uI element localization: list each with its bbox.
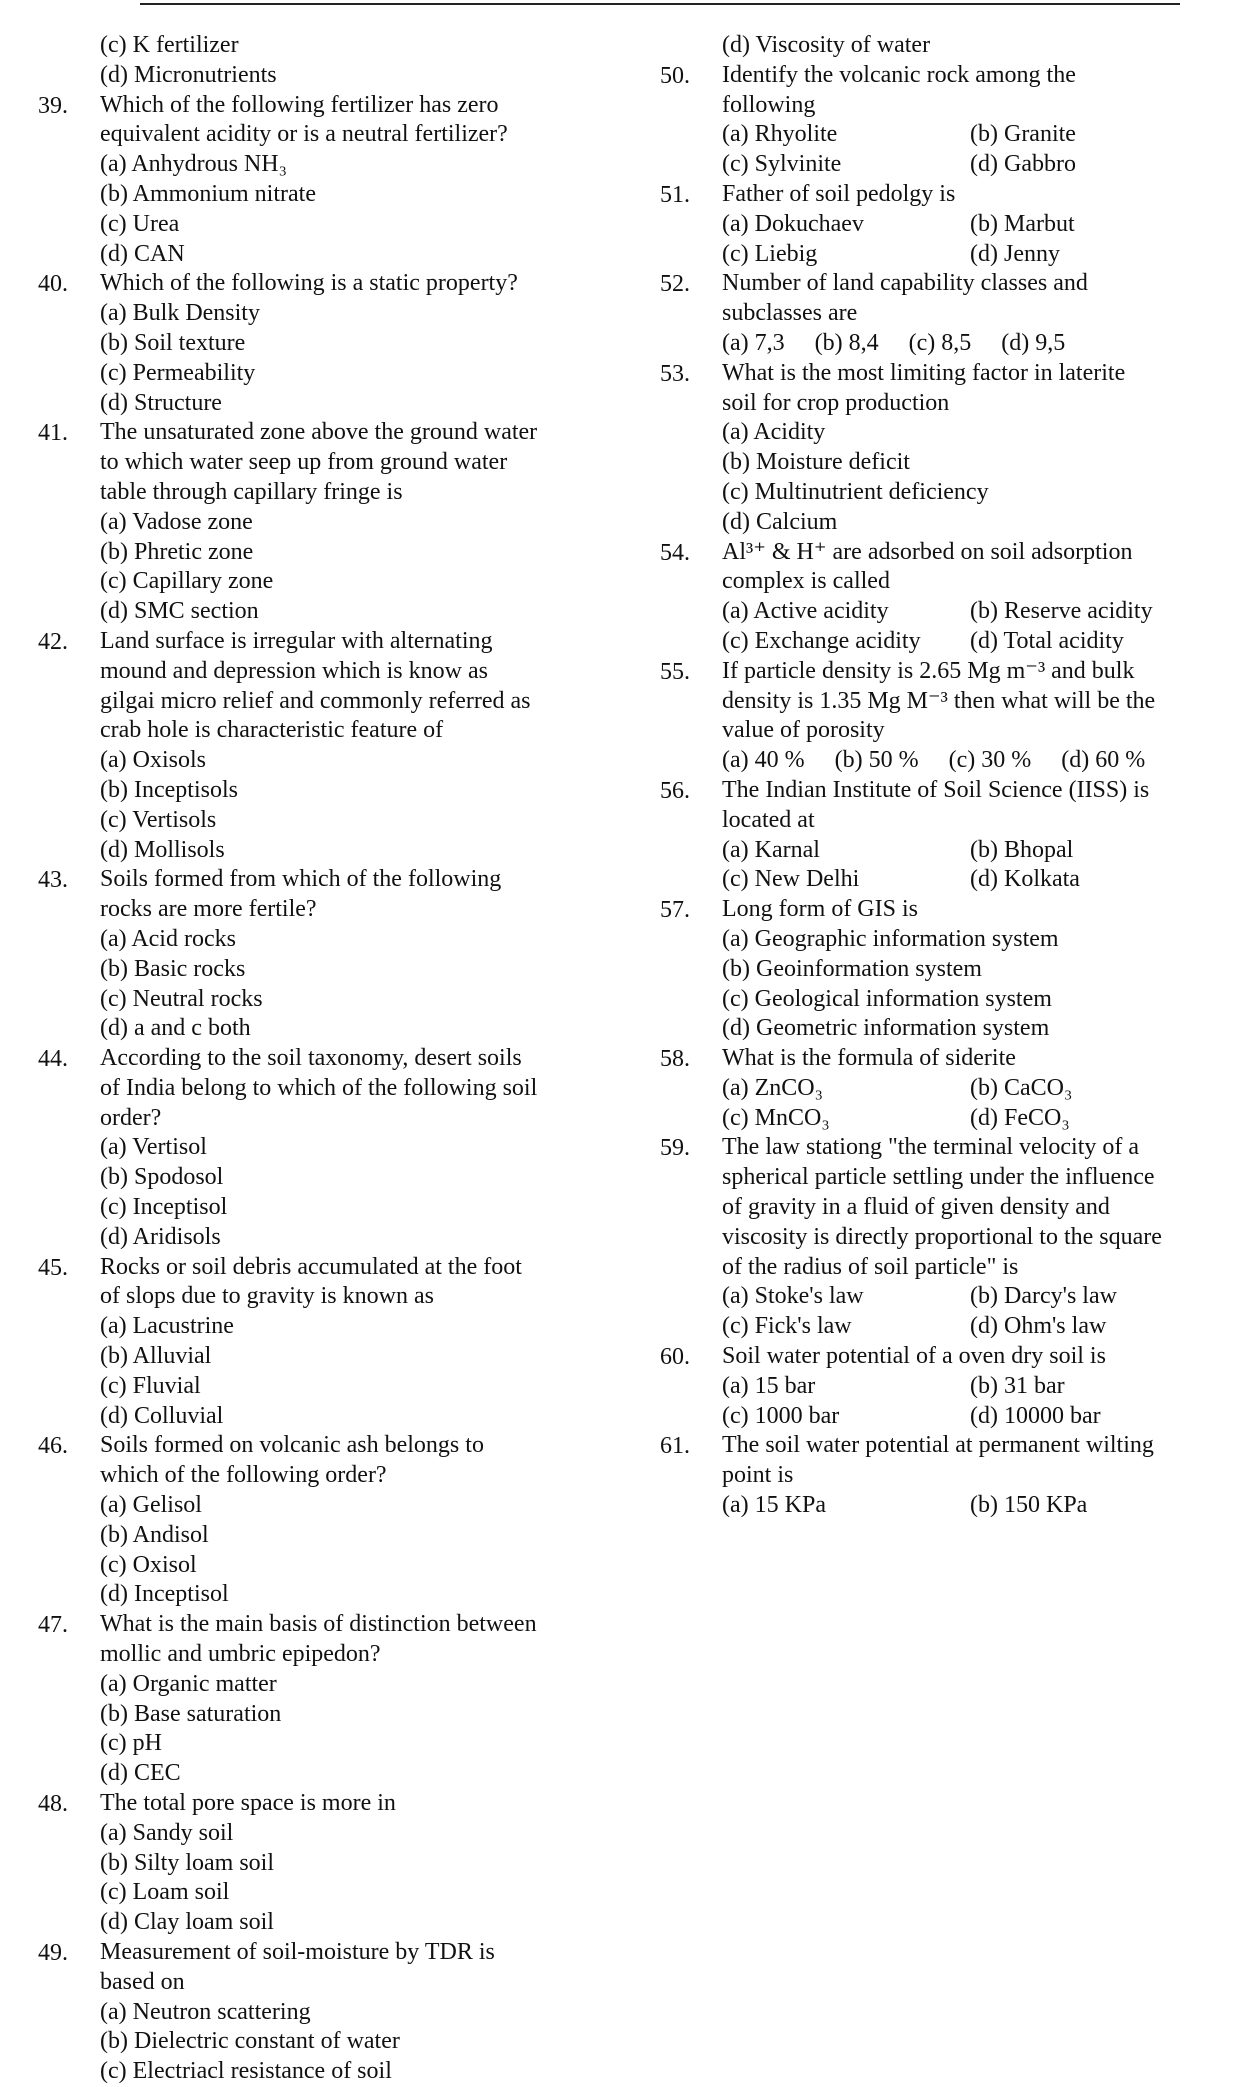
answer-option: (a) Vertisol: [100, 1134, 207, 1161]
question-number: 58.: [660, 1046, 690, 1073]
question-item: [38, 1789, 598, 1938]
answer-option: (c) 1000 bar: [722, 1402, 840, 1429]
question-text: The unsaturated zone above the ground water: [100, 419, 538, 446]
answer-option: (d) Micronutrients: [100, 61, 277, 88]
answer-options: [100, 1670, 598, 1789]
question-item: [38, 418, 598, 627]
answer-option: (a) Active acidity: [722, 598, 889, 625]
answer-option: (b) Ammonium nitrate: [100, 180, 316, 207]
left-column: [38, 31, 598, 2087]
answer-option: (d) Geometric information system: [722, 1015, 1050, 1042]
question-text: mollic and umbric epipedon?: [100, 1641, 381, 1668]
question-text: soil for crop production: [722, 389, 950, 416]
answer-option: (d) Kolkata: [970, 866, 1080, 893]
answer-option: (d) 60 %: [1061, 747, 1146, 774]
question-item: [38, 1610, 598, 1789]
answer-option: (d) Aridisols: [100, 1223, 221, 1250]
question-item: [38, 1431, 598, 1610]
answer-option: (c) Oxisol: [100, 1551, 197, 1578]
question-text: gilgai micro relief and commonly referred as: [100, 687, 531, 714]
answer-option: (b) 8,4: [814, 329, 879, 356]
question-text: value of porosity: [722, 717, 885, 744]
answer-option: (d) Clay loam soil: [100, 1909, 274, 1936]
answer-option: (a) Stoke's law: [722, 1283, 864, 1310]
answer-option: (a) Acidity: [722, 419, 826, 446]
answer-option: (a) Sandy soil: [100, 1819, 234, 1846]
answer-option: (c) Exchange acidity: [722, 627, 921, 654]
question-text: Long form of GIS is: [722, 896, 918, 923]
answer-option: (d) Jenny: [970, 240, 1060, 267]
question-text: Number of land capability classes and: [722, 270, 1088, 297]
question-item: [38, 269, 598, 418]
question-text: table through capillary fringe is: [100, 478, 403, 505]
answer-options: [722, 120, 1220, 180]
answer-option: (a) Vadose zone: [100, 508, 253, 535]
answer-option: (d) a and c both: [100, 1015, 251, 1042]
answer-option: (a) ZnCO₃: [722, 1074, 824, 1101]
question-text: What is the formula of siderite: [722, 1045, 1016, 1072]
question-text: If particle density is 2.65 Mg m⁻³ and bulk: [722, 657, 1135, 684]
question-text: rocks are more fertile?: [100, 896, 317, 923]
answer-options: [100, 508, 598, 627]
answer-option: (a) Acid rocks: [100, 925, 236, 952]
question-text: subclasses are: [722, 300, 858, 327]
question-text: Which of the following is a static property?: [100, 270, 518, 297]
question-number: 44.: [38, 1046, 68, 1073]
question-number: 52.: [660, 271, 690, 298]
answer-option: (c) New Delhi: [722, 866, 860, 893]
question-text: According to the soil taxonomy, desert soils: [100, 1045, 522, 1072]
answer-option: (d) Mollisols: [100, 836, 225, 863]
answer-option: (b) Geoinformation system: [722, 955, 982, 982]
answer-option: (a) 7,3: [722, 329, 785, 356]
answer-option: (b) Soil texture: [100, 329, 246, 356]
question-text: of India belong to which of the following soil: [100, 1074, 538, 1101]
question-item: [660, 895, 1220, 1044]
question-item: [660, 776, 1220, 895]
question-item: [660, 1431, 1220, 1520]
question-text: of slops due to gravity is known as: [100, 1283, 434, 1310]
answer-option: (c) 30 %: [948, 747, 1032, 774]
answer-option: (d) Structure: [100, 389, 222, 416]
question-text: following: [722, 91, 816, 118]
question-number: 51.: [660, 181, 690, 208]
answer-option: (b) Bhopal: [970, 836, 1074, 863]
question-item: [660, 61, 1220, 180]
answer-options: [722, 1074, 1220, 1134]
question-number: 43.: [38, 867, 68, 894]
answer-options: [100, 925, 598, 1044]
question-text: Which of the following fertilizer has zero: [100, 91, 499, 118]
answer-option: (d) 10000 bar: [970, 1402, 1101, 1429]
answer-option: (b) 50 %: [834, 747, 919, 774]
answer-options: [722, 1372, 1220, 1432]
answer-options: [722, 597, 1220, 657]
question-text: Father of soil pedolgy is: [722, 180, 956, 207]
question-text: What is the main basis of distinction between: [100, 1611, 537, 1638]
question-text: density is 1.35 Mg M⁻³ then what will be the: [722, 687, 1156, 714]
answer-option: (b) Spodosol: [100, 1164, 224, 1191]
question-number: 48.: [38, 1791, 68, 1818]
answer-option: (a) 15 KPa: [722, 1492, 826, 1519]
question-item: [660, 269, 1220, 358]
answer-option: (c) Neutral rocks: [100, 985, 263, 1012]
question-text: Measurement of soil-moisture by TDR is: [100, 1939, 495, 1965]
question-number: 61.: [660, 1433, 690, 1460]
question-number: 54.: [660, 539, 690, 566]
header-rule: [140, 3, 1180, 5]
answer-option: (b) Andisol: [100, 1521, 209, 1548]
question-item: [660, 538, 1220, 657]
answer-option: (d) 9,5: [1001, 329, 1066, 356]
answer-option: (c) 8,5: [908, 329, 972, 356]
answer-options: [100, 1312, 598, 1431]
answer-option: (c) MnCO₃: [722, 1104, 830, 1131]
answer-options: [722, 836, 1220, 896]
answer-option: (a) Rhyolite: [722, 121, 838, 148]
question-text: The soil water potential at permanent wilting: [722, 1432, 1154, 1459]
answer-option: (c) Sylvinite: [722, 151, 842, 178]
question-text: The law stationg "the terminal velocity of a: [722, 1134, 1139, 1161]
question-text: point is: [722, 1462, 794, 1489]
answer-option: (b) Silty loam soil: [100, 1849, 274, 1876]
answer-option: (a) Karnal: [722, 836, 820, 863]
question-item: [38, 91, 598, 270]
question-item: [38, 865, 598, 1044]
question-text: which of the following order?: [100, 1462, 387, 1489]
question-text: Identify the volcanic rock among the: [722, 61, 1076, 88]
answer-option: (b) Inceptisols: [100, 776, 238, 803]
answer-option: (b) CaCO₃: [970, 1074, 1073, 1101]
question-item: [660, 657, 1220, 776]
answer-option: (c) Permeability: [100, 359, 256, 386]
answer-options: [100, 299, 598, 418]
answer-option: (b) Alluvial: [100, 1343, 212, 1370]
answer-option: (d) Viscosity of water: [722, 32, 931, 58]
question-number: 53.: [660, 360, 690, 387]
question-item: [660, 1342, 1220, 1431]
answer-option: (b) Phretic zone: [100, 538, 254, 565]
question-item: [660, 180, 1220, 269]
answer-options: [722, 329, 1220, 359]
answer-options: [722, 418, 1220, 537]
answer-options: [722, 31, 1220, 61]
answer-option: (b) 31 bar: [970, 1372, 1065, 1399]
answer-option: (c) Capillary zone: [100, 568, 274, 595]
answer-option: (d) Ohm's law: [970, 1313, 1107, 1340]
question-number: 49.: [38, 1940, 68, 1966]
question-number: 59.: [660, 1135, 690, 1162]
question-number: 55.: [660, 658, 690, 685]
answer-option: (b) Dielectric constant of water: [100, 2028, 400, 2055]
answer-option: (d) CAN: [100, 240, 185, 267]
question-text: Soil water potential of a oven dry soil is: [722, 1343, 1106, 1370]
question-text: The total pore space is more in: [100, 1790, 396, 1817]
answer-option: (a) Anhydrous NH₃: [100, 151, 288, 178]
answer-option: (a) Neutron scattering: [100, 1998, 311, 2025]
answer-option: (a) 40 %: [722, 747, 805, 774]
answer-option: (b) Basic rocks: [100, 955, 246, 982]
answer-option: (c) pH: [100, 1730, 162, 1757]
answer-options: [722, 1491, 1220, 1521]
answer-option: (a) Bulk Density: [100, 300, 260, 327]
answer-option: (d) SMC section: [100, 598, 259, 625]
question-text: to which water seep up from ground water: [100, 449, 508, 476]
answer-option: (b) Reserve acidity: [970, 598, 1153, 625]
answer-option: (b) 150 KPa: [970, 1492, 1088, 1519]
answer-options: [722, 1282, 1220, 1342]
answer-option: (d) Total acidity: [970, 627, 1124, 654]
question-text: Land surface is irregular with alternating: [100, 627, 493, 654]
question-item: [660, 359, 1220, 538]
question-text: crab hole is characteristic feature of: [100, 717, 444, 744]
answer-options: [100, 1133, 598, 1252]
answer-option: (c) Vertisols: [100, 806, 217, 833]
question-text: mound and depression which is know as: [100, 657, 488, 684]
question-number: 57.: [660, 897, 690, 924]
answer-option: (d) CEC: [100, 1760, 181, 1787]
answer-option: (d) Inceptisol: [100, 1581, 229, 1608]
question-number: 39.: [38, 92, 68, 119]
answer-options: [100, 1998, 598, 2087]
answer-options: [722, 746, 1220, 776]
answer-option: (a) Organic matter: [100, 1670, 277, 1697]
question-number: 41.: [38, 420, 68, 447]
answer-options: [100, 31, 598, 91]
answer-option: (c) K fertilizer: [100, 32, 239, 58]
right-column: [660, 31, 1220, 1521]
answer-option: (a) Lacustrine: [100, 1313, 234, 1340]
question-text: spherical particle settling under the influence: [722, 1164, 1155, 1191]
question-text: order?: [100, 1104, 162, 1131]
answer-option: (c) Fick's law: [722, 1313, 852, 1340]
question-number: 56.: [660, 777, 690, 804]
question-number: 47.: [38, 1612, 68, 1639]
answer-option: (c) Geological information system: [722, 985, 1052, 1012]
question-item: [660, 31, 1220, 61]
question-item: [38, 627, 598, 865]
question-text: located at: [722, 806, 815, 833]
answer-option: (d) Colluvial: [100, 1402, 224, 1429]
answer-option: (c) Multinutrient deficiency: [722, 478, 989, 505]
answer-options: [100, 1491, 598, 1610]
answer-option: (c) Inceptisol: [100, 1194, 228, 1221]
answer-options: [100, 746, 598, 865]
answer-option: (d) Calcium: [722, 508, 838, 535]
answer-option: (b) Granite: [970, 121, 1076, 148]
question-item: [38, 1938, 598, 2087]
answer-option: (a) Geographic information system: [722, 925, 1059, 952]
question-text: What is the most limiting factor in laterite: [722, 359, 1126, 386]
question-text: Al³⁺ & H⁺ are adsorbed on soil adsorption: [722, 538, 1133, 565]
answer-option: (b) Marbut: [970, 210, 1075, 237]
question-item: [660, 1133, 1220, 1342]
answer-option: (c) Electriacl resistance of soil: [100, 2058, 392, 2085]
answer-options: [100, 150, 598, 269]
answer-option: (a) 15 bar: [722, 1372, 816, 1399]
answer-options: [722, 210, 1220, 270]
answer-options: [100, 1819, 598, 1938]
answer-option: (b) Moisture deficit: [722, 449, 910, 476]
answer-option: (d) FeCO₃: [970, 1104, 1070, 1131]
answer-option: (a) Oxisols: [100, 747, 206, 774]
question-number: 60.: [660, 1344, 690, 1371]
question-text: Soils formed from which of the following: [100, 866, 502, 893]
question-number: 40.: [38, 271, 68, 298]
question-number: 50.: [660, 62, 690, 89]
answer-option: (d) Gabbro: [970, 151, 1076, 178]
question-item: [38, 1044, 598, 1253]
answer-option: (a) Gelisol: [100, 1492, 202, 1519]
answer-option: (c) Liebig: [722, 240, 818, 267]
answer-options: [722, 925, 1220, 1044]
question-item: [660, 1044, 1220, 1133]
answer-option: (a) Dokuchaev: [722, 210, 864, 237]
question-item: [38, 31, 598, 91]
question-text: Soils formed on volcanic ash belongs to: [100, 1432, 484, 1459]
question-text: based on: [100, 1968, 185, 1995]
question-number: 42.: [38, 628, 68, 655]
answer-option: (c) Loam soil: [100, 1879, 230, 1906]
question-text: The Indian Institute of Soil Science (IISS) is: [722, 776, 1150, 803]
question-item: [38, 1253, 598, 1432]
answer-option: (c) Fluvial: [100, 1372, 201, 1399]
question-number: 45.: [38, 1254, 68, 1281]
answer-option: (b) Base saturation: [100, 1700, 282, 1727]
answer-option: (c) Urea: [100, 210, 180, 237]
question-text: Rocks or soil debris accumulated at the foot: [100, 1253, 522, 1280]
question-text: viscosity is directly proportional to the square: [722, 1223, 1162, 1250]
question-text: equivalent acidity or is a neutral fertilizer?: [100, 121, 508, 148]
question-text: complex is called: [722, 568, 890, 595]
question-text: of the radius of soil particle" is: [722, 1253, 1019, 1280]
question-text: of gravity in a fluid of given density and: [722, 1194, 1110, 1221]
answer-option: (b) Darcy's law: [970, 1283, 1117, 1310]
question-number: 46.: [38, 1433, 68, 1460]
